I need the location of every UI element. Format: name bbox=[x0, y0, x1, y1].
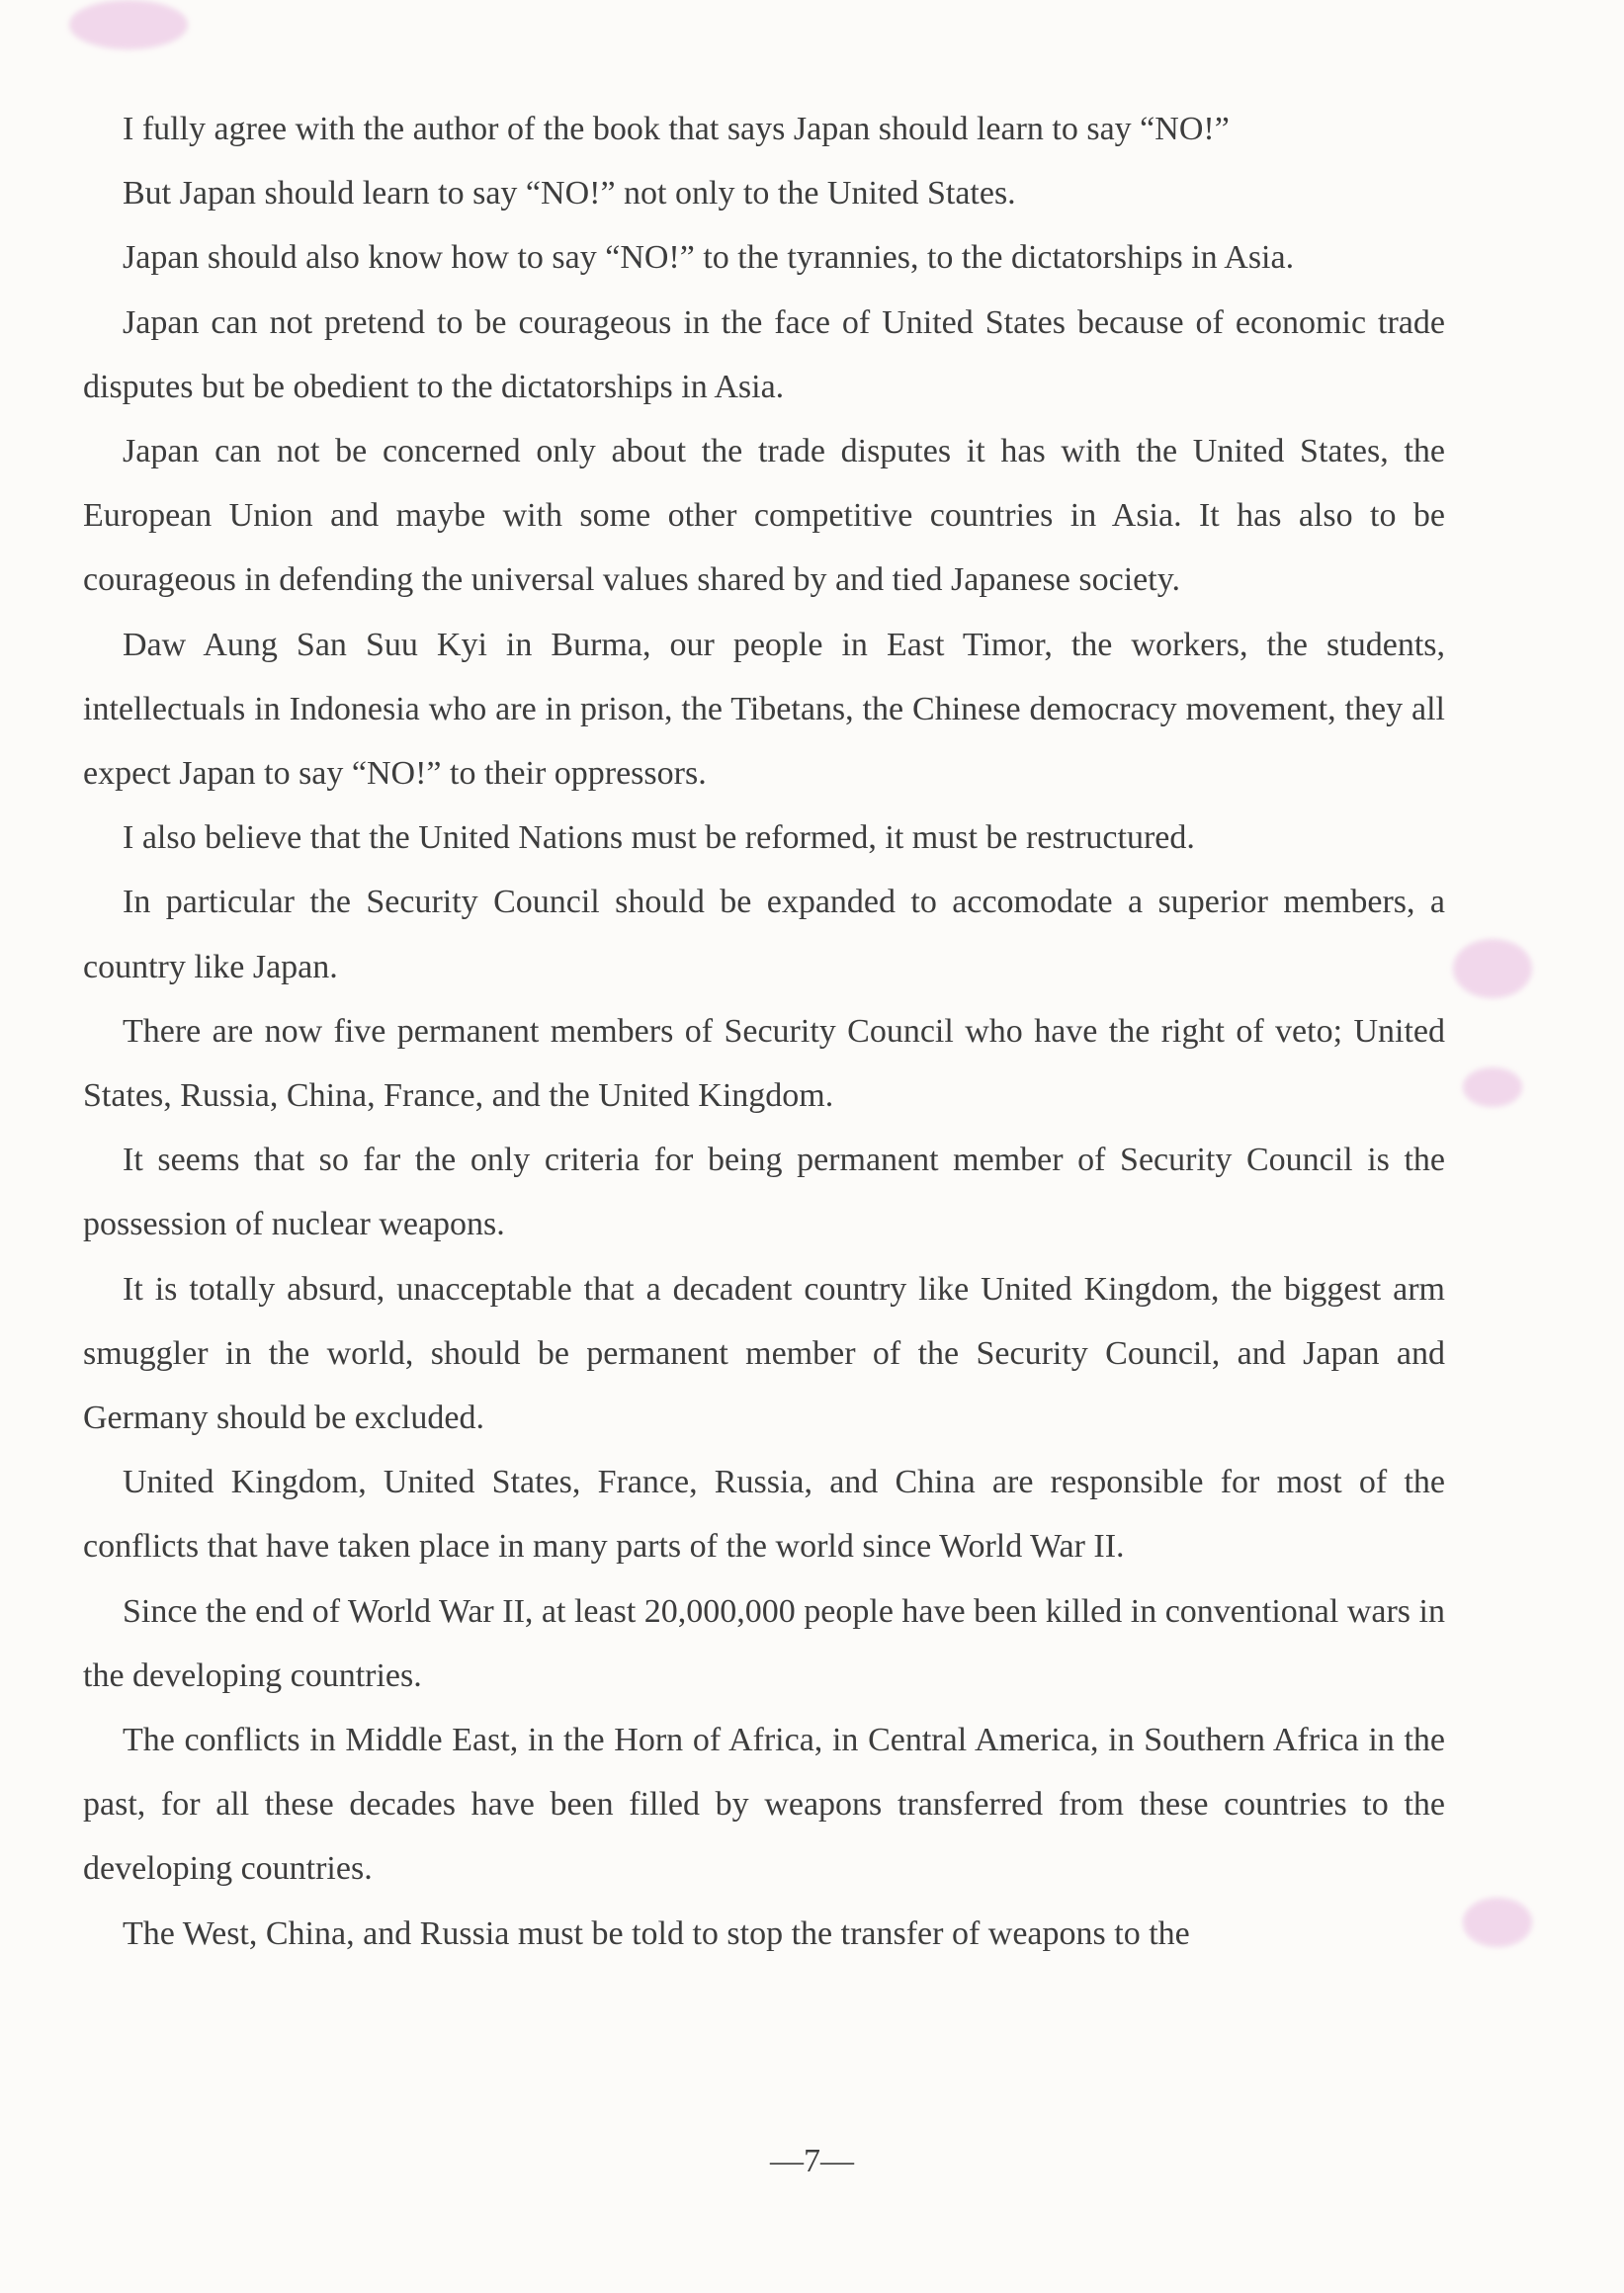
paragraph-10: It seems that so far the only criteria for being permanent member of Security Council is the possession of nuclear weapons. bbox=[83, 1142, 1445, 1243]
paragraph-4: Japan can not pretend to be courageous in the face of United States because of economic trade disputes but be obedient to the dictatorships in Asia. bbox=[83, 303, 1445, 405]
paragraph-15: The West, China, and Russia must be told to stop the transfer of weapons to the bbox=[123, 1914, 1190, 1952]
paragraph-12: United Kingdom, United States, France, Russia, and China are responsible for most of the conflicts that have taken place in many parts of the world since World War II. bbox=[83, 1464, 1445, 1566]
paragraph-9: There are now five permanent members of Security Council who have the right of veto; United States, Russia, China, France, and the United Kingdom. bbox=[83, 1012, 1445, 1115]
paragraph-8: In particular the Security Council should be expanded to accomodate a superior members, a country like Japan. bbox=[83, 884, 1445, 985]
paragraph-14: The conflicts in Middle East, in the Horn of Africa, in Central America, in Southern Africa in the past, for all these decades have been filled by weapons transferred from these countries to the developing countries. bbox=[83, 1722, 1445, 1888]
paragraph-13: Since the end of World War II, at least 20,000,000 people have been killed in conventional wars in the developing countries. bbox=[83, 1592, 1445, 1694]
paragraph-3: Japan should also know how to say “NO!” to the tyrannies, to the dictatorships in Asia. bbox=[123, 239, 1295, 277]
paragraph-5: Japan can not be concerned only about the trade disputes it has with the United States, the European Union and maybe with some other competitive countries in Asia. It has also to be courageous in defending the universal values shared by and tied Japanese society. bbox=[83, 433, 1445, 599]
paragraph-7: I also believe that the United Nations must be reformed, it must be restructured. bbox=[123, 819, 1195, 857]
paper-stain bbox=[69, 0, 188, 49]
paper-stain bbox=[1463, 1067, 1522, 1107]
paragraph-6: Daw Aung San Suu Kyi in Burma, our people in East Timor, the workers, the students, intellectuals in Indonesia who are in prison, the Tibetans, the Chinese democracy movement, they all expect Japan to say “NO!” to their oppressors. bbox=[83, 626, 1445, 793]
page-number: —7— bbox=[770, 2143, 854, 2179]
paragraph-1: I fully agree with the author of the book that says Japan should learn to say “NO!” bbox=[123, 111, 1230, 147]
paper-stain bbox=[1453, 939, 1532, 998]
paper-stain bbox=[1463, 1898, 1532, 1947]
paragraph-2: But Japan should learn to say “NO!” not only to the United States. bbox=[123, 175, 1016, 212]
paragraph-11: It is totally absurd, unacceptable that a decadent country like United Kingdom, the biggest arm smuggler in the world, should be permanent member of the Security Council, and Japan and Germany should be excluded. bbox=[83, 1270, 1445, 1437]
body-text bbox=[83, 97, 1445, 1966]
